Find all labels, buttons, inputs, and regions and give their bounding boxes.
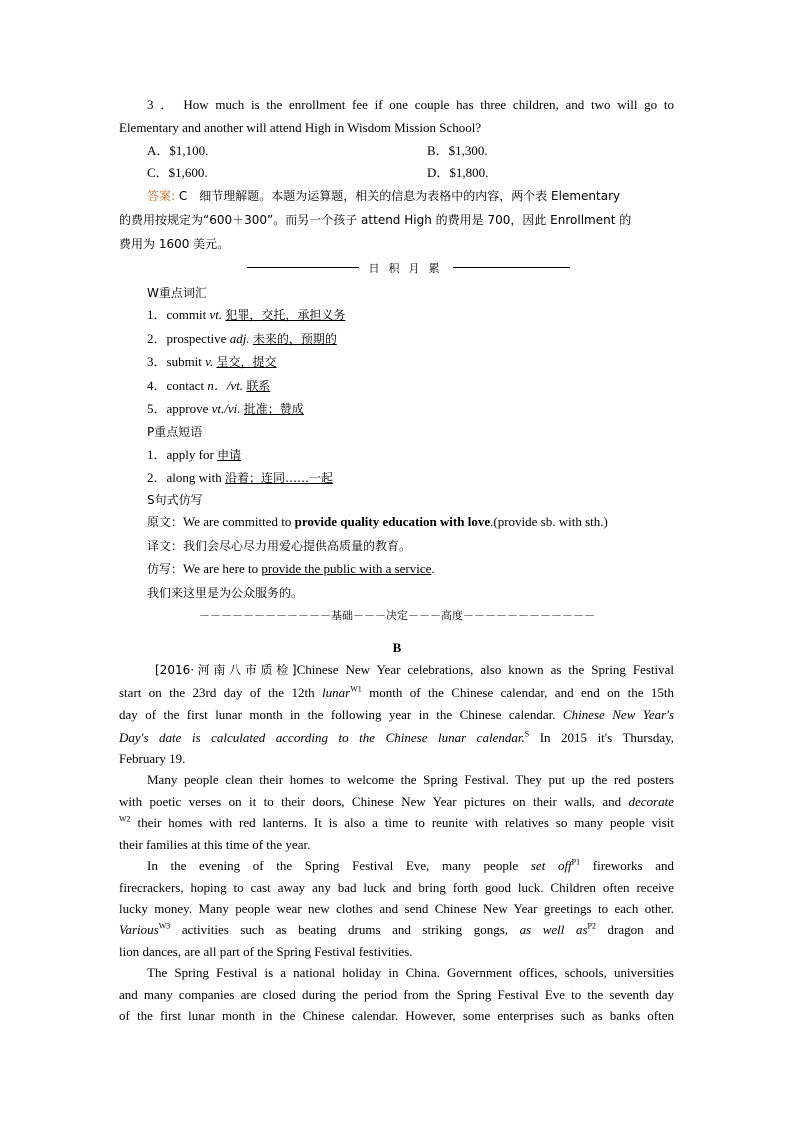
word-item-2: 2．prospective adj. 未来的，预期的 xyxy=(147,331,337,346)
option-b: B．$1,300. xyxy=(427,143,488,158)
answer-line-1: 答案: C 细节理解题。本题为运算题，相关的信息为表格中的内容，两个表 Elementary xyxy=(147,189,621,203)
word-item-1: 1．commit vt. 犯罪，交托，承担义务 xyxy=(147,307,346,322)
passage-p1-line-2: start on the 23rd day of the 12th lunar$^{W1}$ month of the Chinese calendar, and end on the 15th xyxy=(119,684,674,700)
passage-p2-line-4: their families at this time of the year. xyxy=(119,837,311,852)
passage-p2-line-1: Many people clean their homes to welcome the Spring Festival. They put up the red posters xyxy=(147,772,674,787)
option-c: C．$1,600. xyxy=(147,165,208,180)
passage-p3-line-5: lion dances, are all part of the Spring Festival festivities. xyxy=(119,944,413,959)
sentence-original: 原文：We are committed to provide quality education with love.(provide sb. with sth.) xyxy=(147,514,608,529)
sentence-translation: 译文：我们会尽心尽力用爱心提供高质量的教育。 xyxy=(147,539,412,553)
answer-label: 答案: xyxy=(147,189,176,203)
word-item-3: 3．submit v. 呈交，提交 xyxy=(147,354,277,369)
passage-p1-line-3: day of the first lunar month in the following year in the Chinese calendar. Chinese New Year's xyxy=(119,707,674,722)
word-item-4: 4．contact n．/vt. 联系 xyxy=(147,378,271,393)
words-heading: W重点词汇 xyxy=(147,286,207,300)
passage-p4-line-2: and many companies are closed during the period from the Spring Festival Eve to the seventh day xyxy=(119,987,674,1002)
answer-line-2: 的费用按规定为“600＋300”。而另一个孩子 attend High 的费用是 700，因此 Enrollment 的 xyxy=(119,213,632,227)
passage-p4-line-1: The Spring Festival is a national holiday in China. Government offices, schools, universities xyxy=(147,965,674,980)
phrase-item-1: 1．apply for 申请 xyxy=(147,447,242,462)
passage-p1-line-4: Day's date is calculated according to the Chinese lunar calendar.$^S$ In 2015 it's Thursday, xyxy=(119,729,674,745)
passage-p3-line-3: lucky money. Many people wear new clothes and send Chinese New Year greetings to each other. xyxy=(119,901,674,916)
passage-p1-line-1: [2016·河南八市质检]Chinese New Year celebrations, also known as the Spring Festival xyxy=(155,662,674,677)
section-divider xyxy=(247,260,570,274)
option-a: A．$1,100. xyxy=(147,143,209,158)
passage-p1-line-5: February 19. xyxy=(119,751,186,766)
divider-rule-right xyxy=(453,267,570,268)
phrases-heading: P重点短语 xyxy=(147,425,203,439)
passage-p2-line-3: $^{W2}$ their homes with red lanterns. It is also a time to reunite with relatives so many people visit xyxy=(119,814,674,830)
slogan-dash-line: －－－－－－－－－－－－基础－－－决定－－－高度－－－－－－－－－－－－ xyxy=(199,609,595,622)
sentence-imitation: 仿写：We are here to provide the public with a service. xyxy=(147,561,435,576)
question-3-line-1: 3 ． How much is the enrollment fee if one couple has three children, and two will go to xyxy=(147,97,674,112)
sentence-imitation-cn: 我们来这里是为公众服务的。 xyxy=(147,586,304,600)
passage-p3-line-1: In the evening of the Spring Festival Eve, many people set off$^{P1}$ fireworks and xyxy=(147,857,674,873)
passage-p2-line-2: with poetic verses on it to their doors, Chinese New Year pictures on their walls, and decorate xyxy=(119,794,674,809)
option-d: D．$1,800. xyxy=(427,165,489,180)
divider-title: 日积月累 xyxy=(368,262,449,275)
sentence-heading: S句式仿写 xyxy=(147,493,203,507)
phrase-item-2: 2．along with 沿着；连同……一起 xyxy=(147,470,334,485)
passage-p4-line-3: of the first lunar month in the Chinese calendar. However, some enterprises such as banks often xyxy=(119,1008,674,1023)
question-3-line-2: Elementary and another will attend High in Wisdom Mission School? xyxy=(119,120,482,135)
passage-p3-line-4: Various$^{W3}$ activities such as beating drums and striking gongs, as well $as^{P2}$ dragon and xyxy=(119,921,674,937)
answer-line-3: 费用为 1600 美元。 xyxy=(119,237,230,251)
word-item-5: 5．approve vt./vi. 批准；赞成 xyxy=(147,401,304,416)
section-b-heading: B xyxy=(392,640,402,655)
passage-p3-line-2: firecrackers, hoping to cast away any bad luck and bring forth good luck. Children often receive xyxy=(119,880,674,895)
